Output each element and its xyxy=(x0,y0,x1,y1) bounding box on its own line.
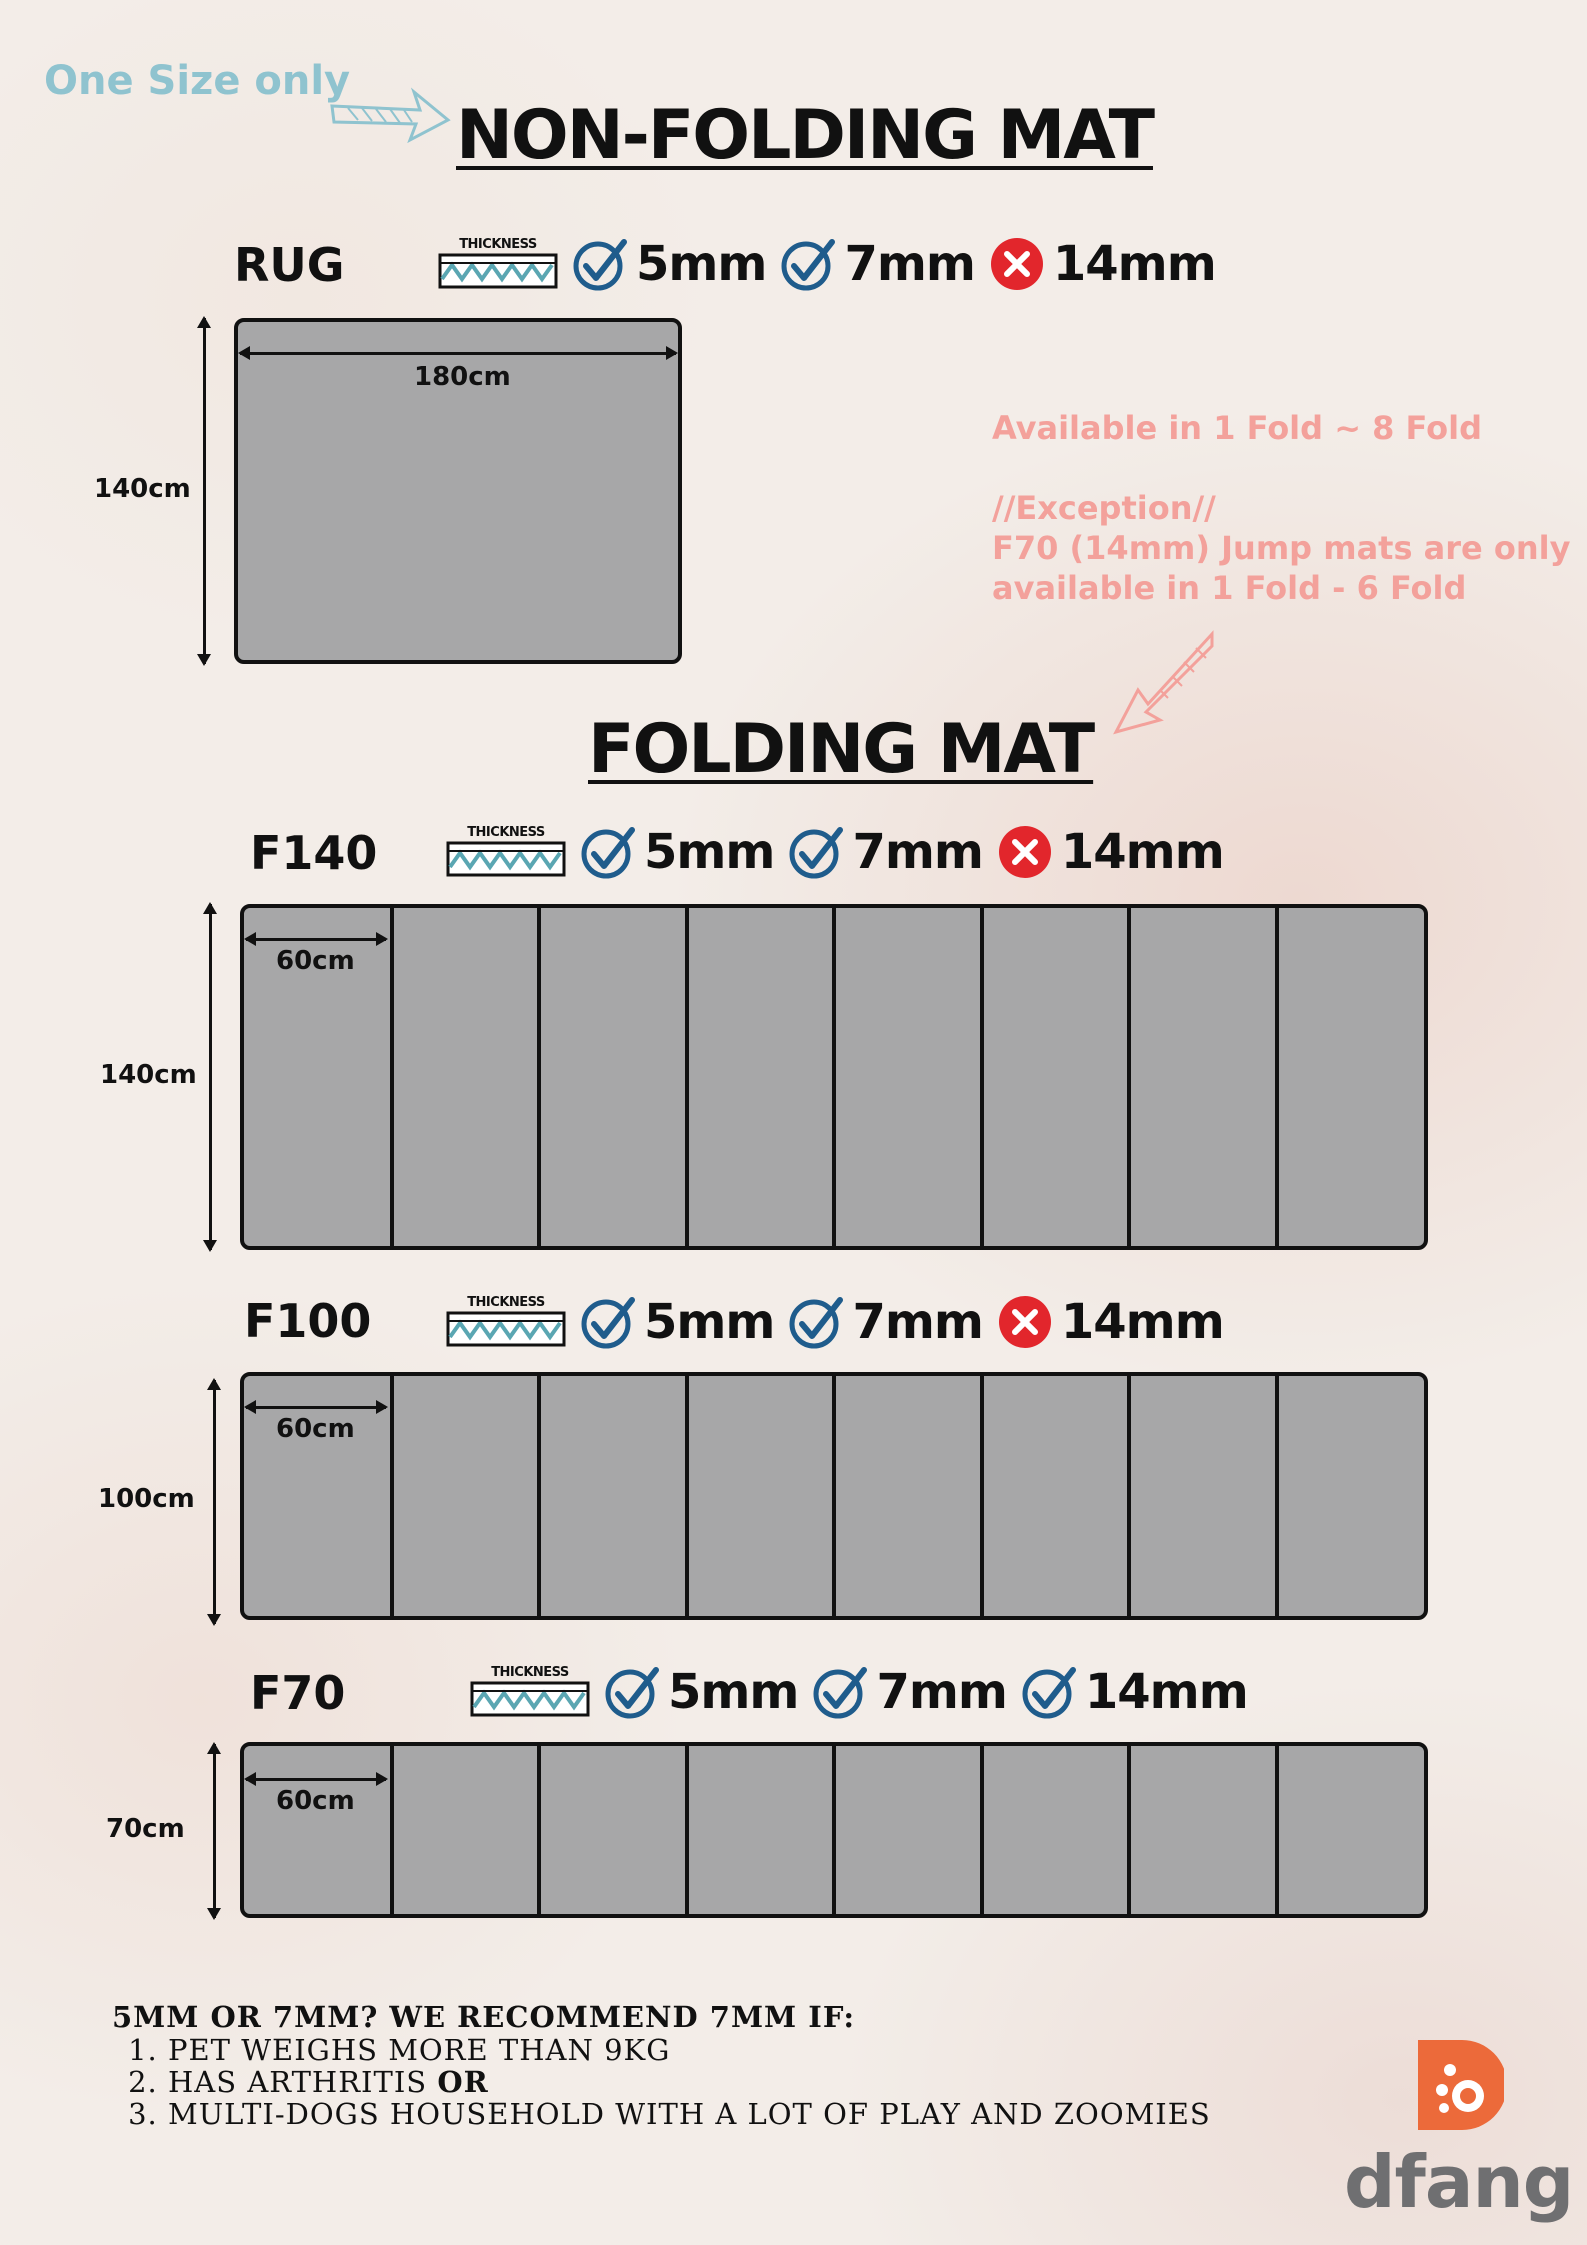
recommendation-block xyxy=(112,2000,1211,2130)
panel-divider xyxy=(1127,908,1131,1246)
f70-mat xyxy=(240,1742,1428,1918)
thickness-graphic xyxy=(446,825,566,879)
f100-label: F100 xyxy=(244,1294,372,1348)
thickness-graphic xyxy=(438,237,558,291)
check-icon xyxy=(812,1664,868,1720)
f140-option-5mm: 5mm xyxy=(580,824,774,880)
f100-mat xyxy=(240,1372,1428,1620)
recommendation-title: 5MM OR 7MM? WE RECOMMEND 7MM IF: xyxy=(112,2000,856,2034)
panel-divider xyxy=(1275,908,1279,1246)
f70-thickness-row xyxy=(470,1660,1262,1724)
f70-height-line xyxy=(213,1744,216,1918)
f70-option-14mm: 14mm xyxy=(1021,1664,1248,1720)
arrowhead-icon xyxy=(203,1240,217,1252)
fold-availability-note xyxy=(992,408,1570,608)
arrowhead-icon xyxy=(207,1378,221,1390)
rug-thickness-row xyxy=(438,232,1230,296)
f140-panel-width-label: 60cm xyxy=(276,946,355,976)
panel-divider xyxy=(685,1376,689,1616)
cross-icon xyxy=(989,236,1045,292)
brand-logo-icon xyxy=(1418,2040,1504,2130)
arrow-right-icon xyxy=(328,78,452,144)
panel-divider xyxy=(537,1746,541,1914)
arrowhead-icon xyxy=(666,346,678,360)
panel-divider xyxy=(1127,1746,1131,1914)
thickness-graphic xyxy=(446,1295,566,1349)
panel-divider xyxy=(390,1746,394,1914)
rug-option-7mm: 7mm xyxy=(780,236,974,292)
panel-divider xyxy=(685,1746,689,1914)
rug-option-5mm: 5mm xyxy=(572,236,766,292)
f100-option-14mm: 14mm xyxy=(997,1294,1224,1350)
arrowhead-icon xyxy=(376,1772,388,1786)
f70-panel-width-line xyxy=(246,1778,386,1781)
check-icon xyxy=(580,824,636,880)
f100-option-7mm: 7mm xyxy=(788,1294,982,1350)
recommendation-item-3: 3. MULTI-DOGS HOUSEHOLD WITH A LOT OF PLAY AND ZOOMIES xyxy=(168,2098,1211,2130)
check-icon xyxy=(788,824,844,880)
rug-option-14mm: 14mm xyxy=(989,236,1216,292)
thickness-label: THICKNESS xyxy=(459,237,537,252)
f140-height-label: 140cm xyxy=(100,1060,197,1090)
panel-divider xyxy=(390,908,394,1246)
rug-width-line xyxy=(240,352,676,355)
arrowhead-icon xyxy=(238,346,250,360)
panel-divider xyxy=(832,1376,836,1616)
panel-divider xyxy=(390,1376,394,1616)
f70-option-7mm: 7mm xyxy=(812,1664,1006,1720)
panel-divider xyxy=(832,908,836,1246)
one-size-note: One Size only xyxy=(44,58,351,104)
thickness-label: THICKNESS xyxy=(467,825,545,840)
f100-height-label: 100cm xyxy=(98,1484,195,1514)
arrowhead-icon xyxy=(197,316,211,328)
panel-divider xyxy=(537,908,541,1246)
f100-panel-width-label: 60cm xyxy=(276,1414,355,1444)
f140-thickness-row xyxy=(446,820,1238,884)
note-line-4: available in 1 Fold - 6 Fold xyxy=(992,569,1467,607)
arrowhead-icon xyxy=(203,902,217,914)
brand-name: dfang xyxy=(1344,2140,1574,2224)
rug-height-line xyxy=(203,318,206,664)
arrowhead-icon xyxy=(376,1400,388,1414)
note-line-1: Available in 1 Fold ~ 8 Fold xyxy=(992,409,1482,447)
rug-width-label: 180cm xyxy=(414,362,511,392)
thickness-graphic xyxy=(470,1665,590,1719)
panel-divider xyxy=(1127,1376,1131,1616)
check-icon xyxy=(572,236,628,292)
thickness-icon xyxy=(438,253,558,289)
panel-divider xyxy=(980,1376,984,1616)
thickness-icon xyxy=(446,841,566,877)
f140-mat xyxy=(240,904,1428,1250)
recommendation-item-1: 1. PET WEIGHS MORE THAN 9KG xyxy=(168,2034,1211,2066)
panel-divider xyxy=(980,908,984,1246)
f140-option-14mm: 14mm xyxy=(997,824,1224,880)
f100-panel-width-line xyxy=(246,1406,386,1409)
panel-divider xyxy=(832,1746,836,1914)
thickness-icon xyxy=(446,1311,566,1347)
non-folding-title: NON-FOLDING MAT xyxy=(456,96,1153,175)
check-icon xyxy=(604,1664,660,1720)
thickness-label: THICKNESS xyxy=(491,1665,569,1680)
folding-title: FOLDING MAT xyxy=(588,710,1094,789)
rug-label: RUG xyxy=(234,238,345,292)
panel-divider xyxy=(980,1746,984,1914)
cross-icon xyxy=(997,824,1053,880)
cross-icon xyxy=(997,1294,1053,1350)
check-icon xyxy=(788,1294,844,1350)
f140-height-line xyxy=(209,904,212,1250)
f70-panel-width-label: 60cm xyxy=(276,1786,355,1816)
arrowhead-icon xyxy=(376,932,388,946)
check-icon xyxy=(580,1294,636,1350)
arrowhead-icon xyxy=(207,1908,221,1920)
f140-label: F140 xyxy=(250,826,378,880)
thickness-label: THICKNESS xyxy=(467,1295,545,1310)
arrow-down-left-icon xyxy=(1108,628,1220,740)
f140-panel-width-line xyxy=(246,938,386,941)
rug-height-label: 140cm xyxy=(94,474,191,504)
f70-label: F70 xyxy=(250,1666,346,1720)
arrowhead-icon xyxy=(244,1772,256,1786)
panel-divider xyxy=(1275,1376,1279,1616)
check-icon xyxy=(1021,1664,1077,1720)
note-line-2: //Exception// xyxy=(992,489,1216,527)
f70-height-label: 70cm xyxy=(106,1814,185,1844)
panel-divider xyxy=(685,908,689,1246)
arrowhead-icon xyxy=(197,654,211,666)
panel-divider xyxy=(537,1376,541,1616)
f140-option-7mm: 7mm xyxy=(788,824,982,880)
arrowhead-icon xyxy=(207,1742,221,1754)
panel-divider xyxy=(1275,1746,1279,1914)
arrowhead-icon xyxy=(244,1400,256,1414)
f100-thickness-row xyxy=(446,1290,1238,1354)
arrowhead-icon xyxy=(207,1614,221,1626)
recommendation-list xyxy=(112,2034,1211,2130)
recommendation-item-2: 2. HAS ARTHRITIS OR xyxy=(168,2066,1211,2098)
check-icon xyxy=(780,236,836,292)
thickness-icon xyxy=(470,1681,590,1717)
f100-option-5mm: 5mm xyxy=(580,1294,774,1350)
f70-option-5mm: 5mm xyxy=(604,1664,798,1720)
f100-height-line xyxy=(213,1380,216,1624)
note-line-3: F70 (14mm) Jump mats are only xyxy=(992,529,1571,567)
arrowhead-icon xyxy=(244,932,256,946)
